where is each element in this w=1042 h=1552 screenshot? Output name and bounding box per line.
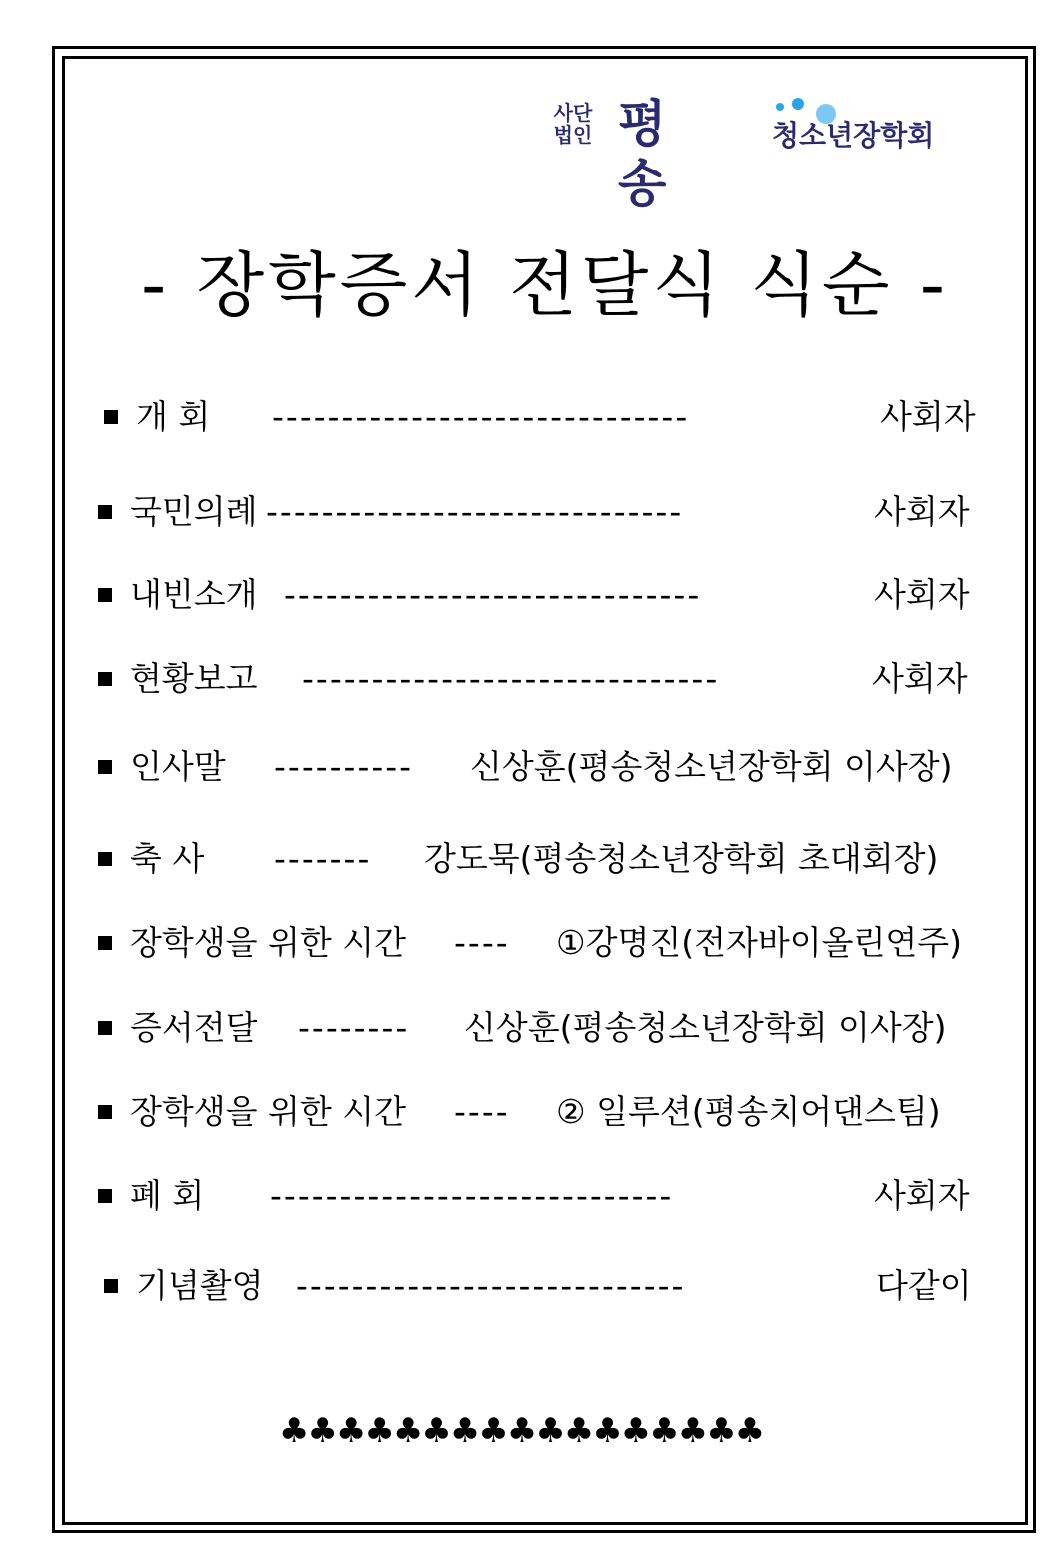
bullet-icon (98, 588, 112, 602)
program-item-role: 사회자 (872, 659, 968, 698)
program-item-role: 신상훈(평송청소년장학회 이사장) (464, 1008, 947, 1047)
program-item-leader: ------------------------------ (302, 659, 720, 698)
program-item-label: 내빈소개 (130, 575, 258, 614)
program-item-leader: ------------------------------ (284, 575, 702, 614)
bullet-icon (98, 672, 112, 686)
logo-corp-line2: 법인 (553, 123, 593, 147)
footer-ornament: ♣♣♣♣♣♣♣♣♣♣♣♣♣♣♣♣♣ (278, 1411, 764, 1451)
program-item-salute (98, 487, 978, 537)
program-item-label: 축 사 (130, 839, 205, 878)
program-item-role: ①강명진(전자바이올린연주) (556, 923, 962, 962)
bullet-icon (98, 760, 112, 774)
program-item-leader: ------------------------------ (272, 397, 690, 436)
program-item-leader: ---------- (274, 747, 414, 786)
program-item-leader: -------- (298, 1008, 410, 1047)
logo-corp-line1: 사단 (553, 101, 593, 125)
program-item-role: 사회자 (874, 575, 970, 614)
program-item-label: 현황보고 (130, 659, 258, 698)
program-item-certificate (98, 1003, 978, 1053)
program-item-opening (98, 392, 978, 442)
program-item-closing (98, 1171, 978, 1221)
program-item-label: 개 회 (136, 397, 211, 436)
bullet-icon (98, 1189, 112, 1203)
program-item-label: 인사말 (130, 747, 226, 786)
logo-subtitle: 청소년장학회 (772, 119, 935, 152)
program-item-role: ② 일루션(평송치어댄스팀) (556, 1092, 941, 1131)
bullet-icon (98, 852, 112, 866)
bullet-icon (104, 410, 118, 424)
program-item-photo (98, 1261, 978, 1311)
program-item-role: 사회자 (880, 397, 976, 436)
bullet-icon (104, 1279, 118, 1293)
program-item-label: 장학생을 위한 시간 (130, 923, 407, 962)
program-item-leader: ---------------------------- (296, 1266, 686, 1305)
bullet-icon (98, 505, 112, 519)
program-item-role: 신상훈(평송청소년장학회 이사장) (470, 747, 953, 786)
program-item-scholars-2 (98, 1087, 978, 1137)
program-item-guests (98, 570, 978, 620)
program-item-greeting (98, 742, 978, 792)
program-item-leader: ------- (274, 839, 372, 878)
program-item-leader: ------------------------------ (266, 492, 684, 531)
logo-name: 평송 (618, 95, 669, 213)
program-item-report (98, 654, 978, 704)
program-item-leader: ---- (454, 923, 510, 962)
bullet-icon (98, 1105, 112, 1119)
program-item-label: 장학생을 위한 시간 (130, 1092, 407, 1131)
program-item-leader: ----------------------------- (270, 1176, 674, 1215)
program-item-label: 증서전달 (130, 1008, 258, 1047)
program-item-leader: ---- (454, 1092, 510, 1131)
program-item-label: 기념촬영 (136, 1266, 264, 1305)
bullet-icon (98, 936, 112, 950)
program-item-role: 강도묵(평송청소년장학회 초대회장) (424, 839, 939, 878)
bullet-icon (98, 1021, 112, 1035)
logo-corp-label (540, 102, 606, 146)
program-item-label: 폐 회 (130, 1176, 205, 1215)
program-item-role: 다같이 (876, 1266, 972, 1305)
program-item-scholars-1 (98, 918, 978, 968)
program-item-role: 사회자 (874, 492, 970, 531)
program-item-congrats (98, 834, 978, 884)
page-title: - 장학증서 전달식 식순 - (140, 244, 950, 326)
program-item-role: 사회자 (874, 1176, 970, 1215)
program-item-label: 국민의례 (130, 492, 258, 531)
